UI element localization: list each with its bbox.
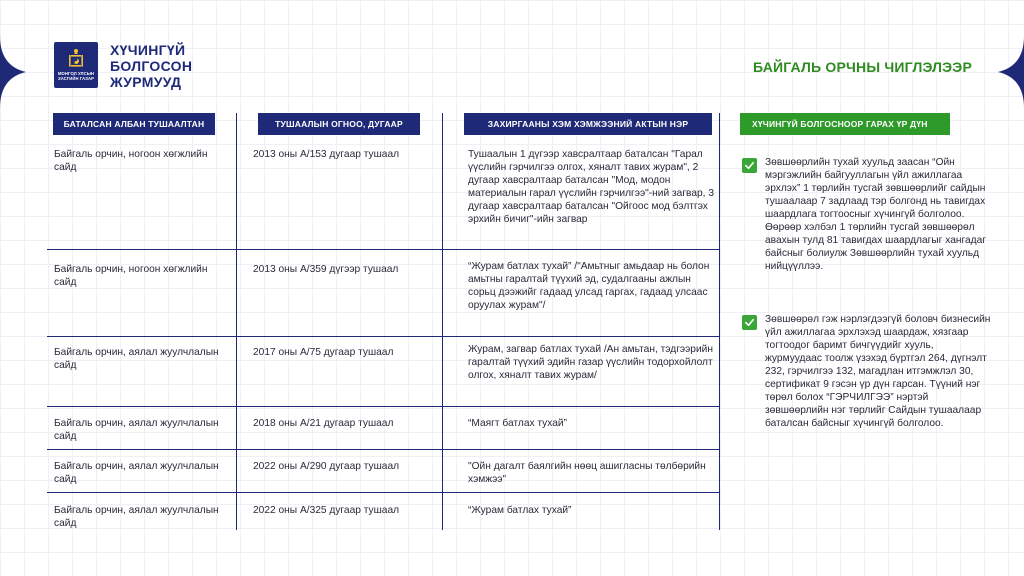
result-text: Зөвшөөрөл гэж нэрлэгдээгүй боловч бизнесийн үйл ажиллагаа эрхлэхэд шаардаж, хязгаар тогтоодог баримт бичгүүдийг хууль, журмуудаас тоолж үзэхэд бүртгэл 264, дүгнэлт 232, гэрчилгээ 132, магадлан итгэмжлэл 30, сертификат 9 гэсэн үр дүн гарсан. Түүний нэг төрөл болох “ГЭРЧИЛГЭЭ” нэртэй зөвшөөрлийн нэг төрлийг Сайдын тушаалаар баталсан байсныг хүчингүй болголоо. (765, 314, 991, 429)
government-logo (54, 42, 98, 88)
order-cell: 2022 оны А/325 дугаар тушаал (253, 505, 400, 516)
act-cell: “Маягт батлах тухай” (468, 418, 568, 429)
column-divider (719, 113, 720, 530)
order-cell: 2017 оны А/75 дугаар тушаал (253, 347, 394, 358)
checkbox-checked-icon (742, 315, 757, 330)
row-divider (47, 492, 720, 493)
order-cell: 2013 оны А/359 дүгээр тушаал (253, 264, 399, 275)
left-edge-decoration (0, 36, 26, 108)
column-header-act-name: ЗАХИРГААНЫ ХЭМ ХЭМЖЭЭНИЙ АКТЫН НЭР (464, 113, 712, 135)
logo-caption-line: МОНГОЛ УЛСЫН (57, 71, 95, 76)
official-cell: Байгаль орчин, аялал жуулчлалын сайд (54, 461, 219, 485)
logo-caption-line: ЗАСГИЙН ГАЗАР (57, 76, 94, 81)
row-divider (47, 449, 720, 450)
act-cell: “Журам батлах тухай” (468, 505, 572, 516)
official-cell: Байгаль орчин, аялал жуулчлалын сайд (54, 347, 219, 371)
column-divider (236, 113, 237, 530)
section-title: БАЙГАЛЬ ОРЧНЫ ЧИГЛЭЛЭЭР (752, 59, 972, 75)
page-title-line: ЖУРМУУД (110, 74, 182, 90)
act-cell: Тушаалын 1 дүгээр хавсралтаар баталсан "Гарал үүслийн гэрчилгээ олгох, хяналт тавих журам", 2 дугаар хавсралтаар баталсан "Мод, модон материалын гарал үүслийн гэрчилгээ"-ний загвар, 3 дугаар хавсралтаар баталсан "Ойгоос мод бэлтгэх эрхийн бичиг"-ийн загвар (468, 149, 715, 225)
right-edge-decoration (998, 36, 1024, 108)
order-cell: 2018 оны А/21 дугаар тушаал (253, 418, 394, 429)
result-item (742, 313, 992, 430)
column-divider (442, 113, 443, 530)
act-cell: "Ойн дагалт баялгийн нөөц ашигласны төлбөрийн хэмжээ" (468, 461, 706, 485)
result-text: Зөвшөөрлийн тухай хуульд заасан “Ойн мэргэжлийн байгууллагын үйл ажиллагаа эрхлэх” 1 төрлийн тусгай зөвшөөрлийг сайдын тушаалаар 7 задлаад тэр болгонд нь тавигдах шаардлага тогтоосныг хүчингүй болголоо. Өөрөөр хэлбэл 1 төрлийн тусгай зөвшөөрөл авахын тулд 81 тавигдах шаардлагыг хангадаг байсныг болиулж Зөвшөөрлийн тухай хуульд нийцүүллээ. (765, 157, 986, 272)
act-cell: “Журам батлах тухай” /"Амьтныг амьдаар нь болон амьтны гаралтай түүхий эд, судалгааны ажлын сорьц дээжийг гадаад улсад гаргах, гадаад улсаас оруулах журам"/ (468, 261, 710, 311)
logo-caption (58, 71, 94, 81)
column-header-approved-by: БАТАЛСАН АЛБАН ТУШААЛТАН (53, 113, 215, 135)
row-divider (47, 336, 720, 337)
column-header-result: ХҮЧИНГҮЙ БОЛГОСНООР ГАРАХ ҮР ДҮН (740, 113, 950, 135)
act-cell: Журам, загвар батлах тухай /Ан амьтан, тэдгээрийн гаралтай түүхий эдийн газар үүслийн тодорхойлолт олгох, хяналт тавих журам/ (468, 344, 713, 381)
order-cell: 2013 оны А/153 дугаар тушаал (253, 149, 400, 160)
row-divider (47, 406, 720, 407)
page-title (110, 42, 192, 90)
soyombo-emblem-icon (64, 46, 88, 70)
row-divider (47, 249, 720, 250)
order-cell: 2022 оны А/290 дугаар тушаал (253, 461, 400, 472)
page-title-line: БОЛГОСОН (110, 58, 193, 74)
official-cell: Байгаль орчин, ногоон хөгжлийн сайд (54, 149, 208, 173)
official-cell: Байгаль орчин, аялал жуулчлалын сайд (54, 418, 219, 442)
column-header-order: ТУШААЛЫН ОГНОО, ДУГААР (258, 113, 420, 135)
checkbox-checked-icon (742, 158, 757, 173)
official-cell: Байгаль орчин, аялал жуулчлалын сайд (54, 505, 219, 529)
result-item (742, 156, 992, 273)
official-cell: Байгаль орчин, ногоон хөгжлийн сайд (54, 264, 208, 288)
page-title-line: ХҮЧИНГҮЙ (110, 42, 186, 58)
